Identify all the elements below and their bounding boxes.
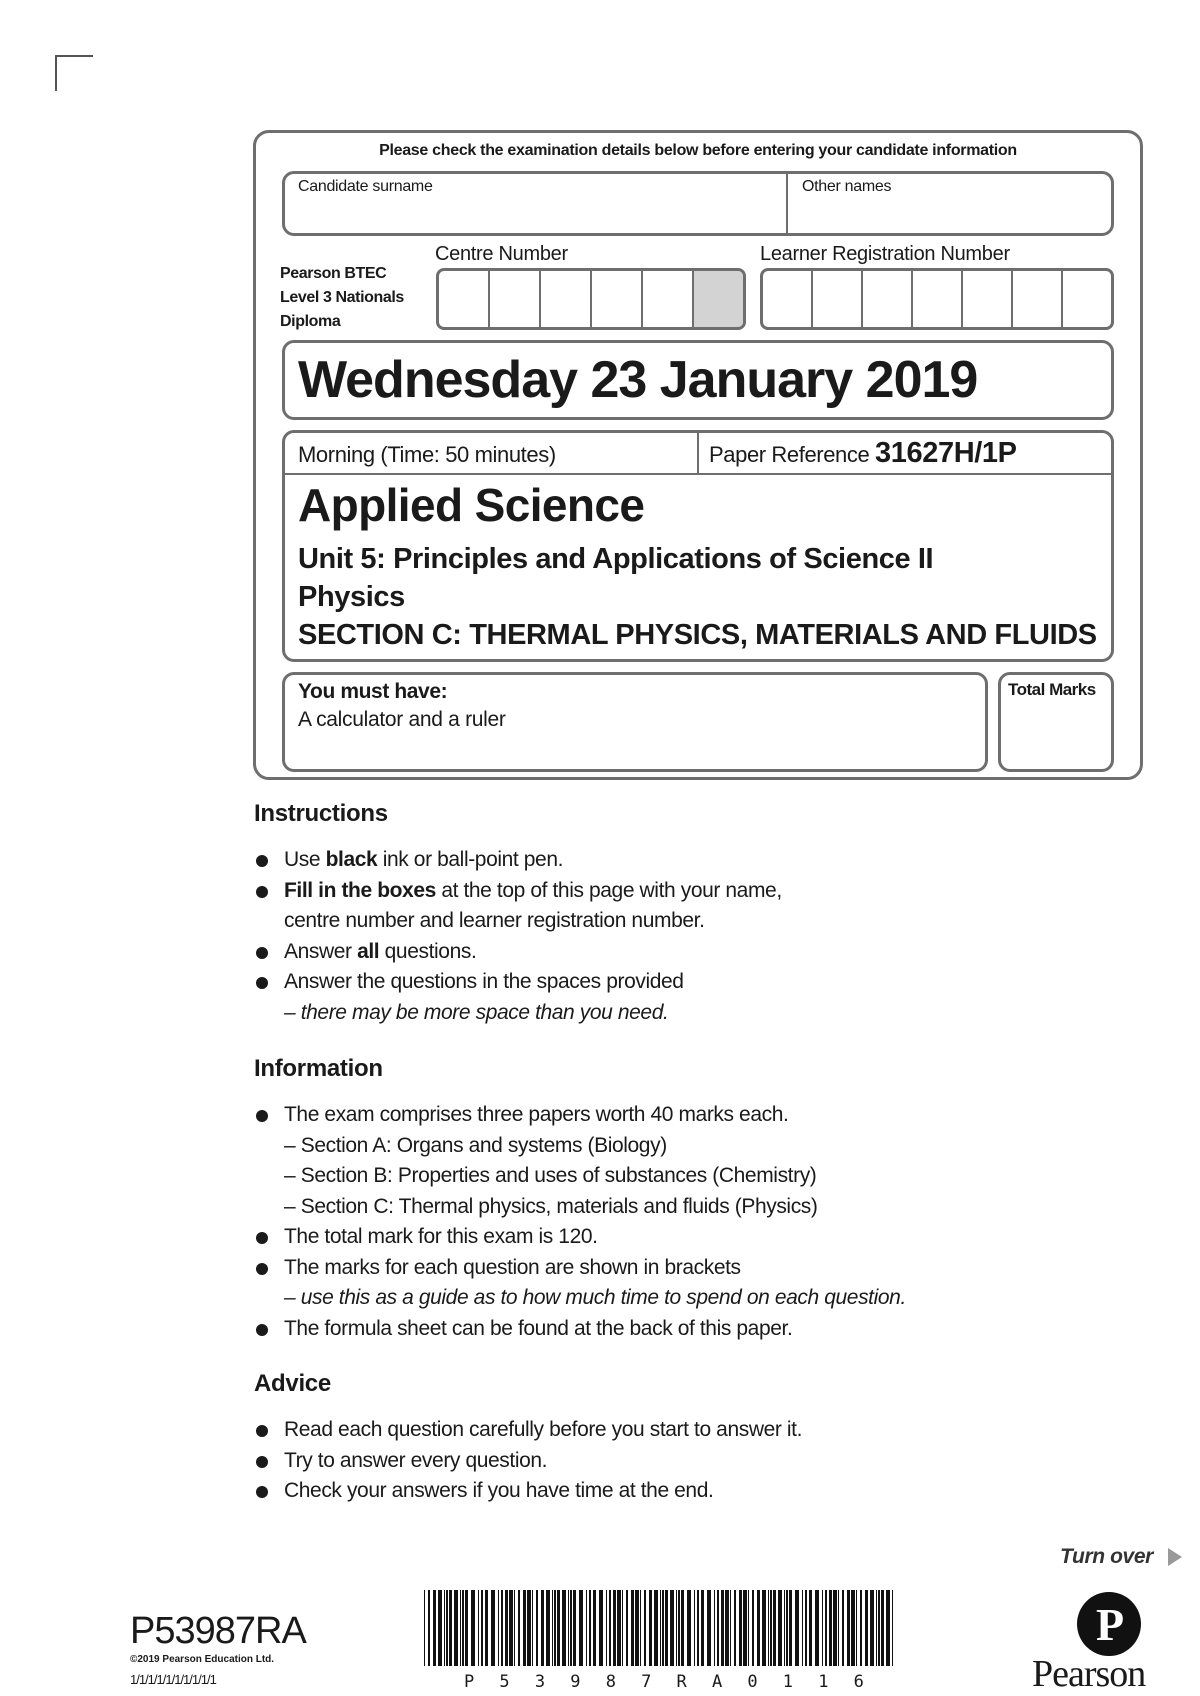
must-have-heading: You must have:: [298, 680, 448, 703]
advice-list: [254, 1415, 802, 1507]
barcode-digit: 8: [605, 1672, 616, 1692]
exam-session: Morning (Time: 50 minutes): [298, 442, 556, 467]
learner-digit-box[interactable]: [963, 271, 1013, 327]
learner-registration-label: Learner Registration Number: [760, 243, 1010, 265]
list-item: Read each question carefully before you start to answer it.: [254, 1415, 802, 1446]
provider-line: Diploma: [280, 313, 341, 330]
barcode-digit: 5: [499, 1672, 510, 1692]
centre-number-label: Centre Number: [435, 243, 568, 265]
list-item: The total mark for this exam is 120.: [254, 1222, 906, 1253]
information-heading: Information: [254, 1055, 383, 1082]
barcode-digit: A: [711, 1672, 723, 1692]
centre-digit-box[interactable]: [439, 271, 490, 327]
instructions-heading: Instructions: [254, 800, 388, 827]
barcode-digit: R: [676, 1672, 687, 1692]
other-names-label: Other names: [802, 178, 892, 195]
learner-digit-box[interactable]: [1063, 271, 1111, 327]
centre-digit-box-shaded: [694, 271, 743, 327]
barcode-digit: 9: [570, 1672, 581, 1692]
crop-mark: [55, 55, 93, 91]
pearson-wordmark: Pearson: [1032, 1653, 1146, 1695]
list-item: The marks for each question are shown in brackets – use this as a guide as to how much time to spend on each question.: [254, 1253, 906, 1314]
logo-glyph: P: [1095, 1599, 1125, 1650]
list-item: Answer all questions.: [254, 937, 782, 968]
print-code: 1/1/1/1/1/1/1/1/1/1: [130, 1672, 216, 1687]
copyright: ©2019 Pearson Education Ltd.: [130, 1654, 275, 1665]
barcode-digits: [464, 1672, 864, 1692]
provider-line: Level 3 Nationals: [280, 289, 404, 306]
barcode-digit: 6: [853, 1672, 864, 1692]
learner-registration-boxes[interactable]: [760, 268, 1114, 330]
learner-digit-box[interactable]: [863, 271, 913, 327]
list-item: Use black ink or ball-point pen.: [254, 845, 782, 876]
subject-title: Applied Science: [298, 479, 645, 531]
instructions-list: [254, 845, 782, 1028]
total-marks-label: Total Marks: [1008, 680, 1096, 699]
unit-block: [298, 540, 1097, 654]
provider-label: [280, 262, 404, 334]
discipline-title: Physics: [298, 581, 405, 613]
paper-reference: [709, 437, 1017, 470]
list-item: The formula sheet can be found at the back of this paper.: [254, 1314, 906, 1345]
pearson-logo-icon: [1077, 1592, 1141, 1656]
learner-digit-box[interactable]: [1013, 271, 1063, 327]
barcode-digit: 0: [747, 1672, 758, 1692]
list-item: The exam comprises three papers worth 40 marks each. – Section A: Organs and systems (Biology) – Section B: Properties and uses of substances (Chemistry) – Section C: Thermal physics, materials and fluids (Physics): [254, 1100, 906, 1222]
paper-reference-label: Paper Reference: [709, 442, 870, 467]
learner-digit-box[interactable]: [913, 271, 963, 327]
exam-date: Wednesday 23 January 2019: [298, 351, 978, 409]
list-item: Answer the questions in the spaces provided – there may be more space than you need.: [254, 967, 782, 1028]
barcode-digit: 1: [782, 1672, 794, 1692]
paper-code: P53987RA: [130, 1610, 306, 1652]
unit-title: Unit 5: Principles and Applications of Science II: [298, 543, 934, 575]
name-divider: [786, 174, 788, 233]
centre-digit-box[interactable]: [592, 271, 643, 327]
section-title: SECTION C: THERMAL PHYSICS, MATERIALS AND FLUIDS: [298, 619, 1097, 651]
centre-digit-box[interactable]: [643, 271, 694, 327]
centre-number-boxes[interactable]: [436, 268, 746, 330]
learner-digit-box[interactable]: [813, 271, 863, 327]
provider-line: Pearson BTEC: [280, 265, 387, 282]
barcode-digit: 7: [641, 1672, 652, 1692]
barcode-digit: P: [464, 1672, 475, 1692]
turn-over-arrow-icon: [1168, 1548, 1182, 1566]
list-item: Fill in the boxes at the top of this page with your name, centre number and learner registration number.: [254, 876, 782, 937]
barcode-digit: 1: [818, 1672, 829, 1692]
centre-digit-box[interactable]: [541, 271, 592, 327]
check-instruction: Please check the examination details below before entering your candidate information: [379, 142, 1017, 159]
list-item: Check your answers if you have time at the end.: [254, 1476, 802, 1507]
paper-reference-code: 31627H/1P: [875, 437, 1017, 469]
centre-digit-box[interactable]: [490, 271, 541, 327]
paper-divider-vertical: [697, 433, 699, 475]
learner-digit-box[interactable]: [763, 271, 813, 327]
candidate-surname-label: Candidate surname: [298, 178, 433, 195]
advice-heading: Advice: [254, 1370, 331, 1397]
barcode-icon: [424, 1590, 898, 1678]
turn-over-label: Turn over: [1060, 1545, 1153, 1568]
must-have-text: A calculator and a ruler: [298, 708, 506, 731]
barcode-digit: 3: [534, 1672, 546, 1692]
information-list: [254, 1100, 906, 1344]
list-item: Try to answer every question.: [254, 1446, 802, 1477]
